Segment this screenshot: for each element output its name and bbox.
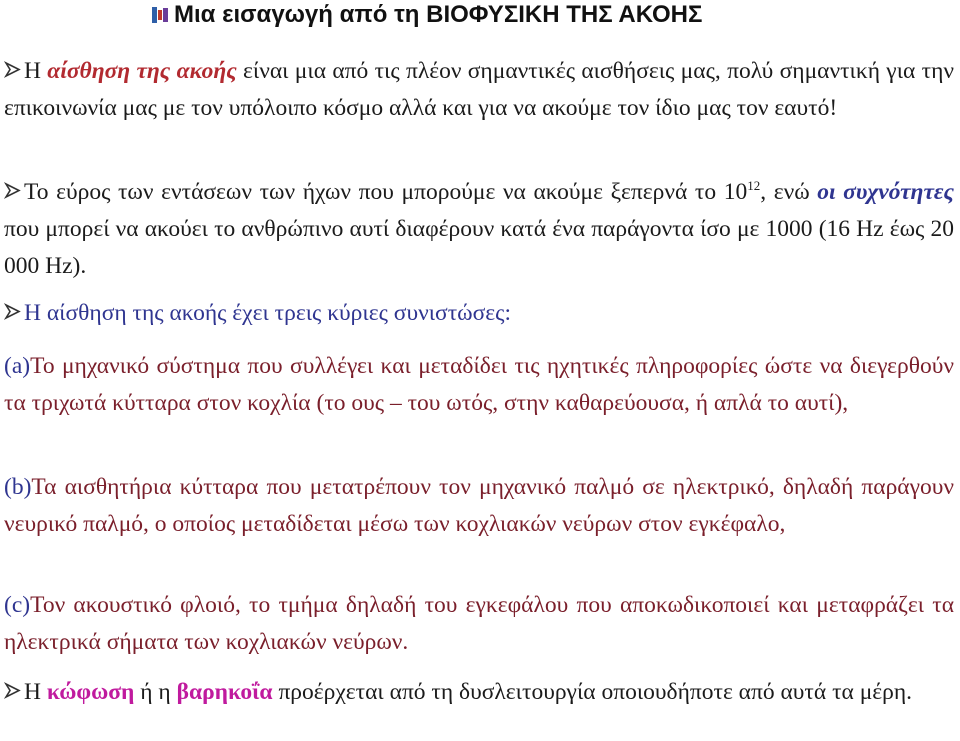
page-title <box>150 0 702 30</box>
arrow-bullet-icon <box>4 303 21 320</box>
paragraph-component-a <box>4 348 954 422</box>
p7-highlight-deafness: κώφωση <box>46 679 135 705</box>
p4-text: Το μηχανικό σύστημα που συλλέγει και μεταδίδει τις ηχητικές πληροφορίες ώστε να διεγερθούν τα τριχωτά κύτταρα στον κοχλία (το ους – του ωτός, στην καθαρεύουσα, ή απλά το αυτί), <box>4 353 954 416</box>
page-title-text: Μια εισαγωγή από τη ΒΙΟΦΥΣΙΚΗ ΤΗΣ ΑΚΟΗΣ <box>174 1 703 28</box>
speaker-icon <box>150 5 170 25</box>
paragraph-intensity-range <box>4 174 954 285</box>
arrow-bullet-icon <box>4 61 21 78</box>
arrow-bullet-icon <box>4 682 21 699</box>
arrow-bullet-icon <box>4 182 21 199</box>
paragraph-hearing-sense <box>4 53 954 127</box>
p2-pre: Το εύρος των εντάσεων των ήχων που μπορούμε να ακούμε ξεπερνά το 10 <box>24 179 748 205</box>
p7-rest: προέρχεται από τη δυσλειτουργία οποιουδήποτε από αυτά τα μέρη. <box>272 679 913 705</box>
paragraph-component-c <box>4 587 954 661</box>
p3-text: Η αίσθηση της ακοής έχει τρεις κύριες συνιστώσες: <box>24 300 511 326</box>
p5-label: (b) <box>4 474 32 500</box>
p6-text: Τον ακουστικό φλοιό, το τμήμα δηλαδή του εγκεφάλου που αποκωδικοποιεί και μεταφράζει τα ηλεκτρικά σήματα των κοχλιακών νεύρων. <box>4 592 954 655</box>
p2-highlight: οι συχνότητες <box>817 179 954 205</box>
p1-highlight: αίσθηση της ακοής <box>47 58 237 84</box>
p4-label: (a) <box>4 353 31 379</box>
p1-rest: είναι μια από τις πλέον σημαντικές αισθήσεις μας, πολύ σημαντική για την επικοινωνία μας με τον υπόλοιπο κόσμο αλλά και για να ακούμε τον ίδιο μας τον εαυτό! <box>4 58 955 121</box>
p2-sup: 12 <box>747 178 761 194</box>
paragraph-deafness <box>4 674 954 711</box>
p7-highlight-hearing-loss: βαρηκοΐα <box>176 679 273 705</box>
p7-mid: ή η <box>134 679 177 705</box>
p6-label: (c) <box>4 592 31 618</box>
paragraph-components-intro <box>4 295 954 332</box>
p5-text: Τα αισθητήρια κύτταρα που μετατρέπουν τον μηχανικό παλμό σε ηλεκτρικό, δηλαδή παράγουν νευρικό παλμό, ο οποίος μεταδίδεται μέσω των κοχλιακών νεύρων στον εγκέφαλο, <box>4 474 954 537</box>
p2-mid: , ενώ <box>760 179 818 205</box>
p2-rest: που μπορεί να ακούει το ανθρώπινο αυτί διαφέρουν κατά ένα παράγοντα ίσο με 1000 (16 Hz έως 20 000 Hz). <box>4 216 954 279</box>
p7-pre: Η <box>24 679 47 705</box>
paragraph-component-b <box>4 469 954 543</box>
p1-pre: Η <box>24 58 48 84</box>
